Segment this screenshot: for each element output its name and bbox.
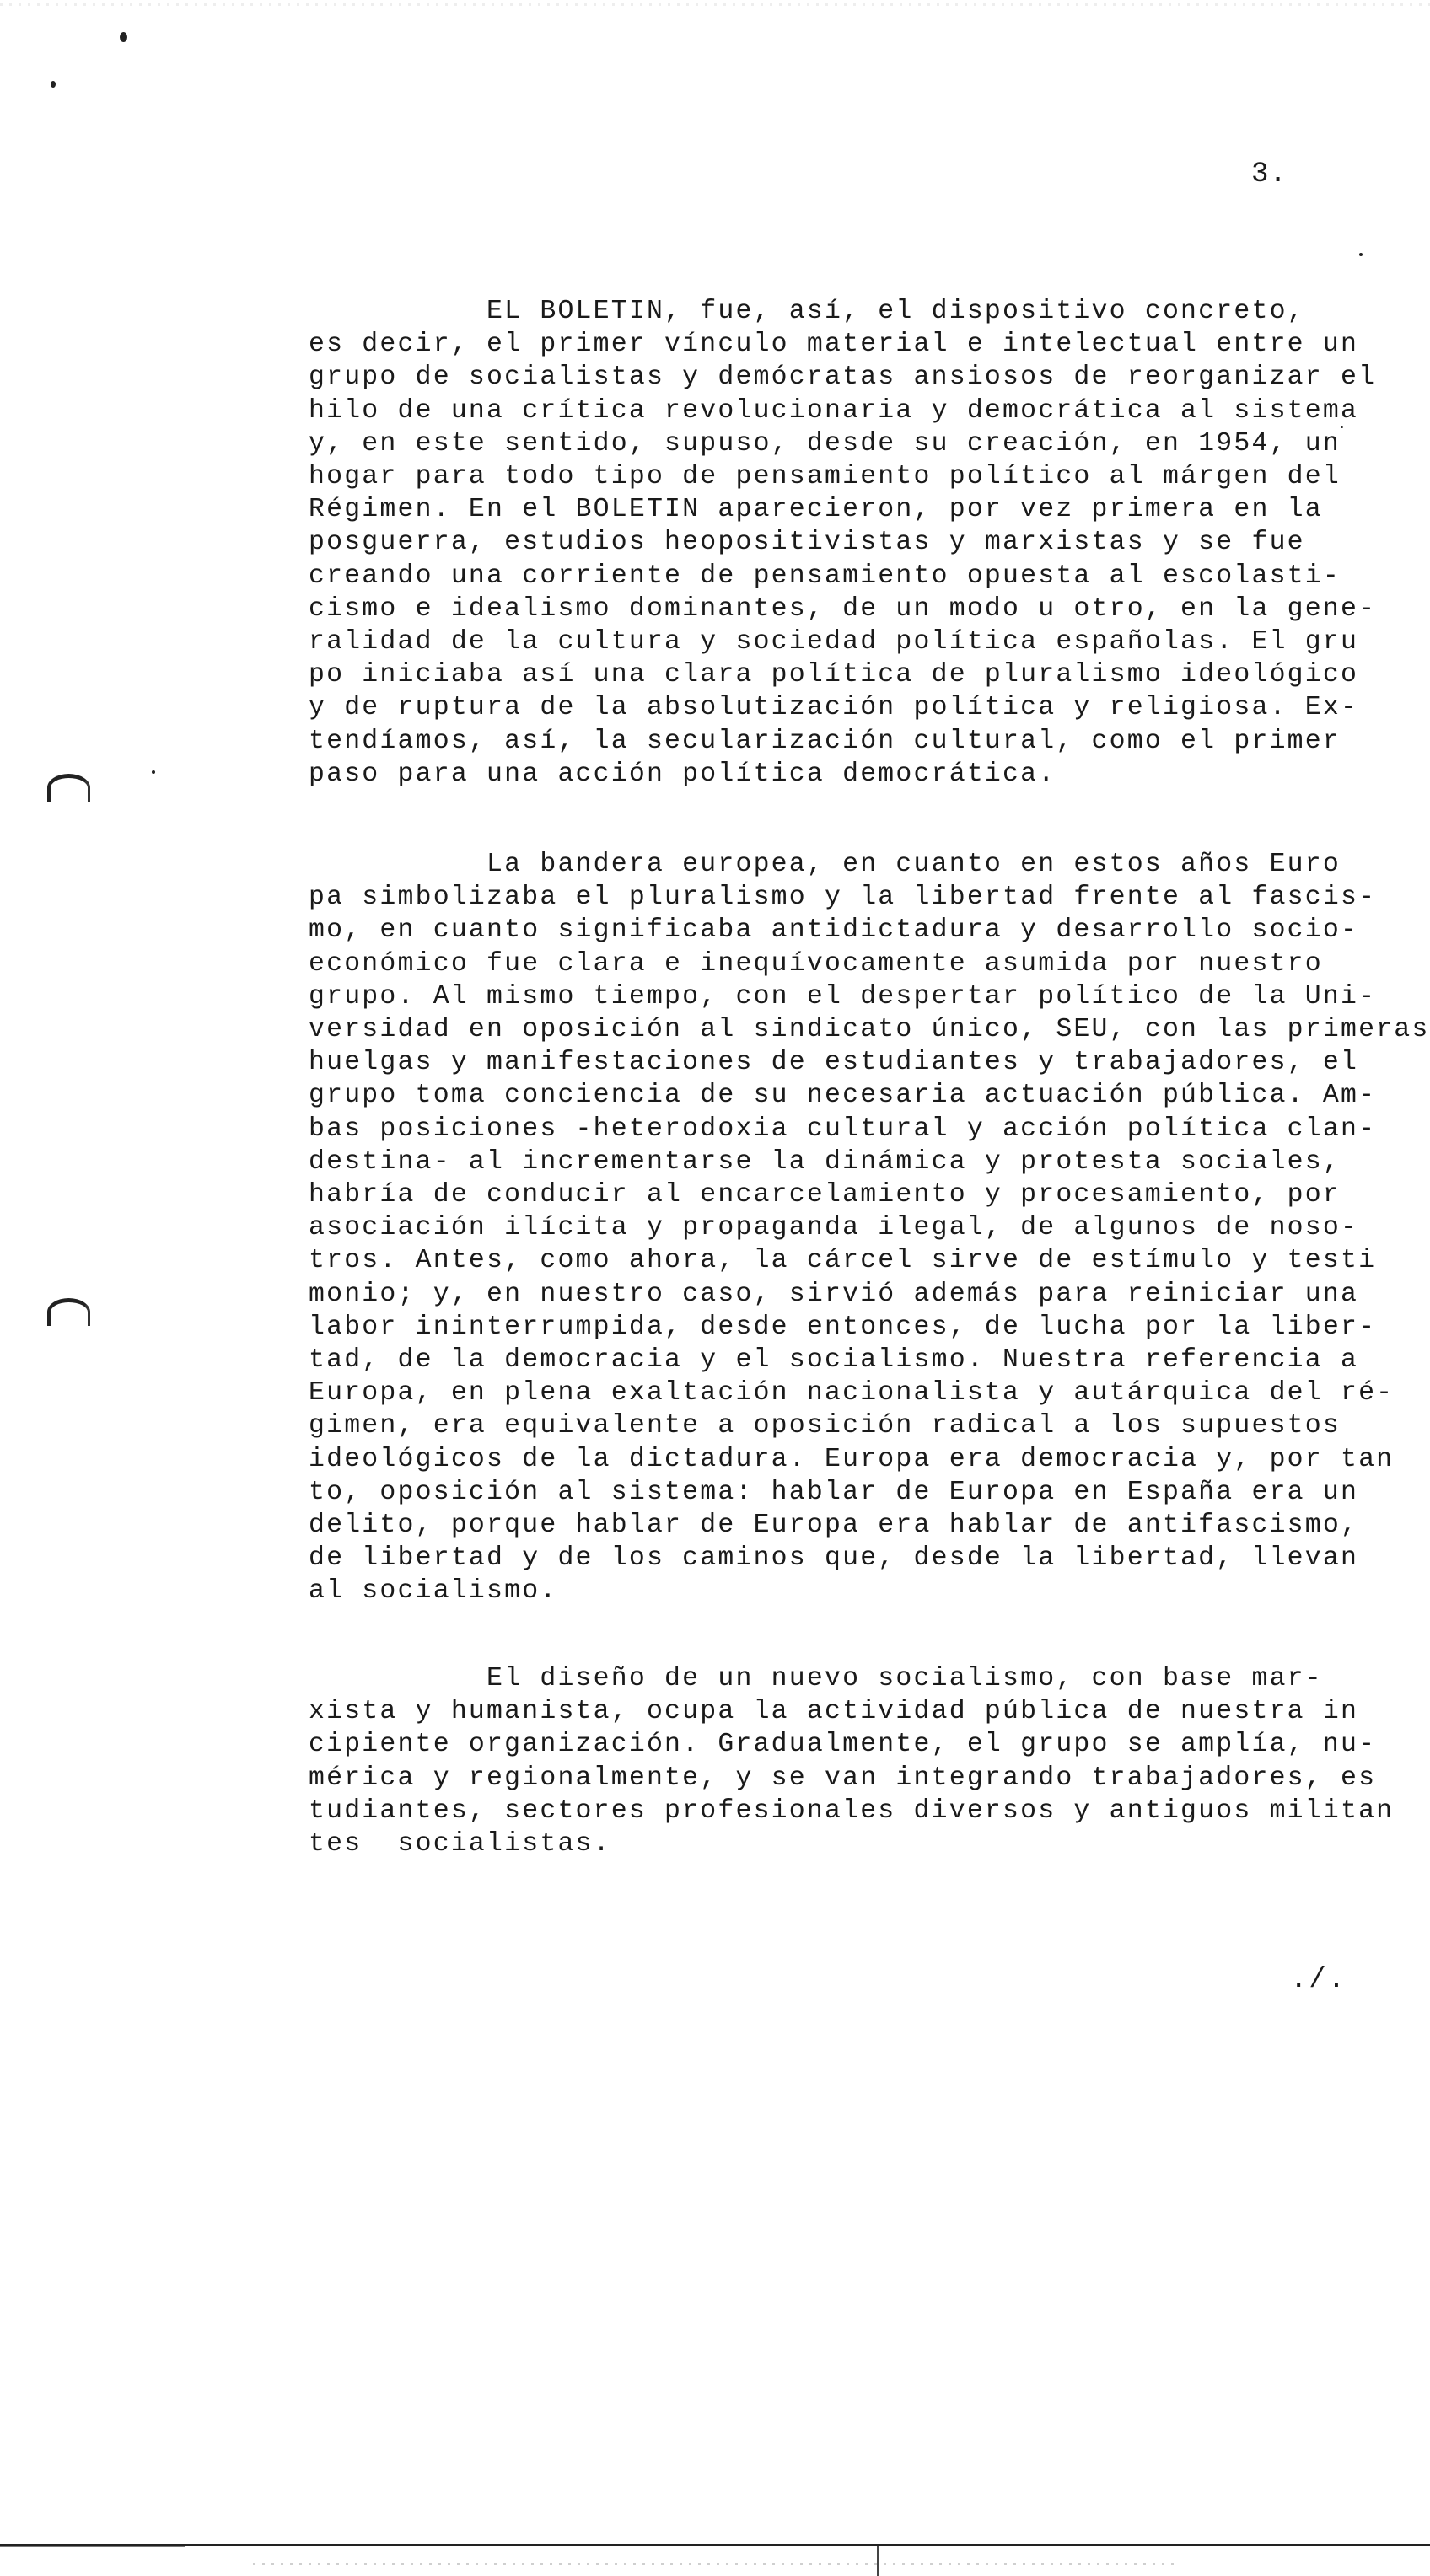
continuation-mark: ./.	[1290, 1964, 1347, 1996]
text-line: grupo de socialistas y demócratas ansiosos de reorganizar el	[309, 362, 1377, 393]
text-line: asociación ilícita y propaganda ilegal, de algunos de noso-	[309, 1213, 1359, 1243]
text-line: mo, en cuanto significaba antidictadura y desarrollo socio-	[309, 915, 1359, 946]
text-line: y, en este sentido, supuso, desde su creación, en 1954, un	[309, 428, 1341, 459]
text-line: tad, de la democracia y el socialismo. Nuestra referencia a	[309, 1345, 1359, 1376]
text-line: es decir, el primer vínculo material e intelectual entre un	[309, 330, 1359, 360]
text-line: bas posiciones -heterodoxia cultural y acción política clan-	[309, 1114, 1377, 1144]
paragraph-2	[309, 848, 1430, 1608]
text-line: grupo toma conciencia de su necesaria actuación pública. Am-	[309, 1081, 1377, 1111]
text-line: Régimen. En el BOLETIN aparecieron, por vez primera en la	[309, 495, 1323, 525]
scan-noise	[0, 3, 1430, 6]
scan-noise	[253, 2563, 1180, 2565]
text-line: paso para una acción política democrática.	[309, 759, 1056, 789]
text-line: cismo e idealismo dominantes, de un modo u otro, en la gene-	[309, 593, 1377, 624]
text-line: xista y humanista, ocupa la actividad pública de nuestra in	[309, 1697, 1359, 1727]
text-line: ralidad de la cultura y sociedad política españolas. El gru	[309, 627, 1359, 657]
text-line: creando una corriente de pensamiento opuesta al escolasti-	[309, 561, 1341, 591]
text-line: de libertad y de los caminos que, desde la libertad, llevan	[309, 1543, 1359, 1574]
text-line: grupo. Al mismo tiempo, con el despertar político de la Uni-	[309, 981, 1377, 1012]
text-line: gimen, era equivalente a oposición radical a los supuestos	[309, 1411, 1341, 1441]
text-line: EL BOLETIN, fue, así, el dispositivo concreto,	[309, 297, 1305, 326]
text-line: monio; y, en nuestro caso, sirvió además para reiniciar una	[309, 1279, 1359, 1309]
paragraph-3	[309, 1662, 1395, 1860]
text-line: pa simbolizaba el pluralismo y la libertad frente al fascis-	[309, 883, 1377, 913]
text-line: tes socialistas.	[309, 1829, 611, 1860]
punch-hole-mark	[47, 1298, 90, 1326]
ink-speck	[120, 32, 127, 42]
text-line: mérica y regionalmente, y se van integrando trabajadores, es	[309, 1763, 1377, 1793]
text-line: hilo de una crítica revolucionaria y democrática al sistema	[309, 395, 1359, 426]
text-line: y de ruptura de la absolutización política y religiosa. Ex-	[309, 693, 1359, 723]
paragraph-1	[309, 295, 1377, 791]
text-line: económico fue clara e inequívocamente asumida por nuestro	[309, 948, 1323, 979]
text-line: Europa, en plena exaltación nacionalista y autárquica del ré-	[309, 1378, 1395, 1409]
text-line: po iniciaba así una clara política de pluralismo ideológico	[309, 660, 1359, 690]
text-line: to, oposición al sistema: hablar de Europa en España era un	[309, 1477, 1359, 1507]
text-line: destina- al incrementarse la dinámica y protesta sociales,	[309, 1146, 1341, 1177]
text-line: tendíamos, así, la secularización cultural, como el primer	[309, 726, 1341, 756]
page-edge-tick	[877, 2546, 879, 2576]
ink-speck	[1359, 253, 1363, 256]
text-line: delito, porque hablar de Europa era hablar de antifascismo,	[309, 1511, 1359, 1541]
text-line: hogar para todo tipo de pensamiento político al márgen del	[309, 462, 1341, 492]
text-line: posguerra, estudios heopositivistas y marxistas y se fue	[309, 528, 1305, 558]
text-line: tros. Antes, como ahora, la cárcel sirve de estímulo y testi	[309, 1246, 1377, 1276]
ink-speck	[51, 81, 56, 88]
text-line: El diseño de un nuevo socialismo, con base mar-	[309, 1664, 1323, 1693]
ink-speck	[152, 770, 155, 774]
text-line: al socialismo.	[309, 1576, 558, 1607]
text-line: habría de conducir al encarcelamiento y procesamiento, por	[309, 1180, 1341, 1210]
text-line: La bandera europea, en cuanto en estos años Euro	[309, 850, 1341, 879]
punch-hole-mark	[47, 774, 90, 802]
text-line: cipiente organización. Gradualmente, el grupo se amplía, nu-	[309, 1730, 1377, 1760]
text-line: labor ininterrumpida, desde entonces, de lucha por la liber-	[309, 1312, 1377, 1342]
page-edge-rule	[0, 2544, 1430, 2546]
text-line: tudiantes, sectores profesionales diversos y antiguos militan	[309, 1795, 1395, 1826]
text-line: versidad en oposición al sindicato único, SEU, con las primeras	[309, 1015, 1430, 1045]
text-line: ideológicos de la dictadura. Europa era democracia y, por tan	[309, 1444, 1395, 1474]
text-line: huelgas y manifestaciones de estudiantes y trabajadores, el	[309, 1048, 1359, 1078]
page-number: 3.	[1251, 158, 1288, 191]
